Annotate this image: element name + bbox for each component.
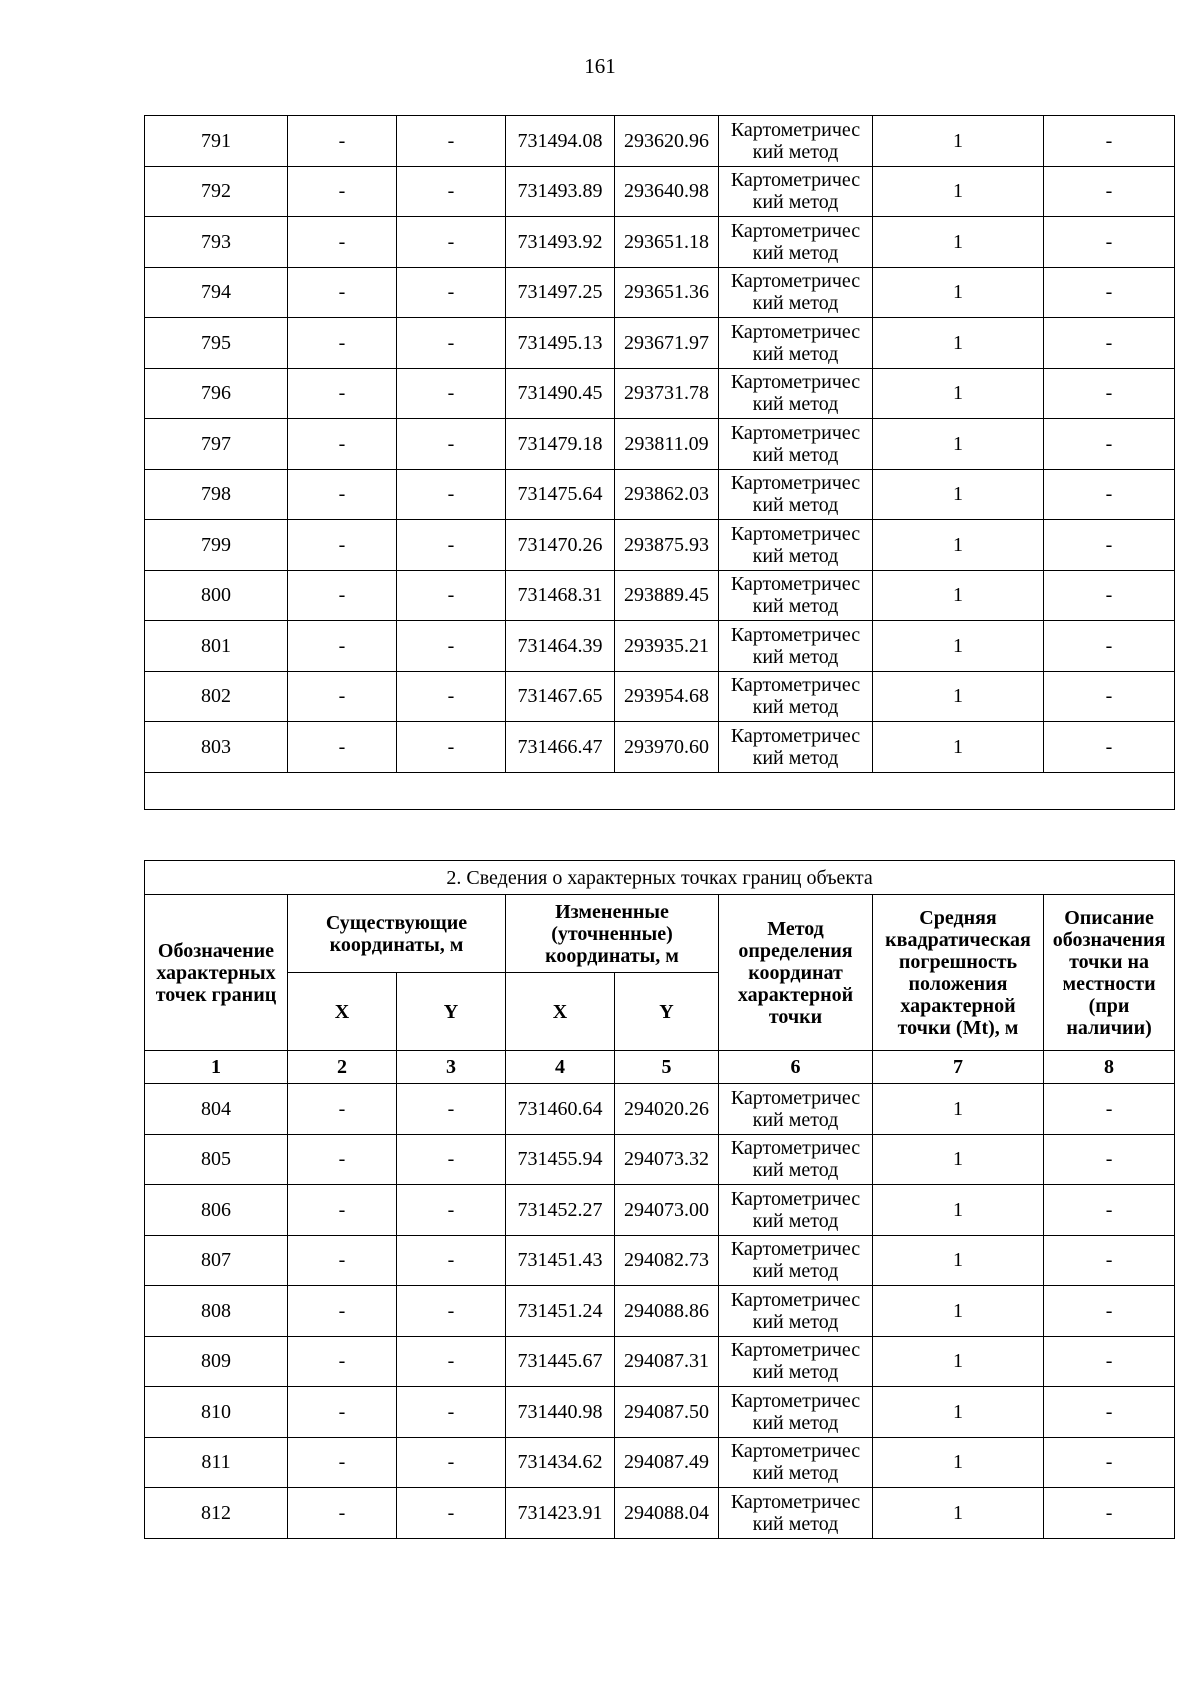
table-body — [145, 116, 1175, 810]
cell-existing-y: - — [397, 318, 506, 369]
cell-description: - — [1044, 570, 1175, 621]
cell-description: - — [1044, 1286, 1175, 1337]
cell-point: 803 — [145, 722, 288, 773]
column-number: 5 — [615, 1051, 719, 1084]
cell-changed-y: 294020.26 — [615, 1084, 719, 1135]
cell-description: - — [1044, 722, 1175, 773]
cell-existing-x: - — [288, 166, 397, 217]
cell-method: Картометричес кий метод — [719, 570, 873, 621]
cell-accuracy: 1 — [873, 1336, 1044, 1387]
cell-changed-y: 294073.00 — [615, 1185, 719, 1236]
cell-point: 812 — [145, 1488, 288, 1539]
cell-point: 807 — [145, 1235, 288, 1286]
table-row — [145, 368, 1175, 419]
cell-changed-y: 293651.36 — [615, 267, 719, 318]
cell-method: Картометричес кий метод — [719, 368, 873, 419]
cell-changed-x: 731470.26 — [506, 520, 615, 571]
cell-changed-x: 731493.92 — [506, 217, 615, 268]
cell-description: - — [1044, 116, 1175, 167]
cell-accuracy: 1 — [873, 1235, 1044, 1286]
cell-changed-x: 731497.25 — [506, 267, 615, 318]
cell-method: Картометричес кий метод — [719, 1185, 873, 1236]
cell-existing-x: - — [288, 1437, 397, 1488]
header-description: Описание обозначения точки на местности (при наличии) — [1044, 895, 1175, 1051]
cell-point: 810 — [145, 1387, 288, 1438]
cell-existing-x: - — [288, 1387, 397, 1438]
cell-changed-y: 294087.31 — [615, 1336, 719, 1387]
cell-accuracy: 1 — [873, 1437, 1044, 1488]
cell-changed-x: 731452.27 — [506, 1185, 615, 1236]
cell-description: - — [1044, 267, 1175, 318]
cell-changed-y: 293875.93 — [615, 520, 719, 571]
cell-existing-x: - — [288, 469, 397, 520]
cell-existing-y: - — [397, 520, 506, 571]
cell-changed-x: 731479.18 — [506, 419, 615, 470]
column-number: 1 — [145, 1051, 288, 1084]
cell-point: 802 — [145, 671, 288, 722]
cell-description: - — [1044, 469, 1175, 520]
cell-description: - — [1044, 217, 1175, 268]
cell-existing-y: - — [397, 267, 506, 318]
table-row — [145, 570, 1175, 621]
cell-existing-y: - — [397, 1286, 506, 1337]
table-row — [145, 1084, 1175, 1135]
cell-accuracy: 1 — [873, 570, 1044, 621]
cell-existing-y: - — [397, 1185, 506, 1236]
cell-method: Картометричес кий метод — [719, 469, 873, 520]
header-changed-x: X — [506, 973, 615, 1051]
cell-accuracy: 1 — [873, 1488, 1044, 1539]
page-number: 161 — [584, 54, 616, 78]
cell-existing-x: - — [288, 217, 397, 268]
cell-point: 809 — [145, 1336, 288, 1387]
cell-existing-x: - — [288, 520, 397, 571]
cell-existing-y: - — [397, 166, 506, 217]
column-number: 2 — [288, 1051, 397, 1084]
cell-point: 791 — [145, 116, 288, 167]
cell-point: 808 — [145, 1286, 288, 1337]
table-row — [145, 166, 1175, 217]
cell-description: - — [1044, 1336, 1175, 1387]
cell-changed-x: 731451.43 — [506, 1235, 615, 1286]
cell-changed-y: 293935.21 — [615, 621, 719, 672]
cell-accuracy: 1 — [873, 722, 1044, 773]
cell-existing-y: - — [397, 1387, 506, 1438]
cell-changed-y: 293620.96 — [615, 116, 719, 167]
cell-changed-x: 731460.64 — [506, 1084, 615, 1135]
table-row — [145, 1387, 1175, 1438]
cell-changed-y: 294088.86 — [615, 1286, 719, 1337]
cell-accuracy: 1 — [873, 267, 1044, 318]
cell-description: - — [1044, 166, 1175, 217]
cell-description: - — [1044, 419, 1175, 470]
cell-existing-x: - — [288, 368, 397, 419]
cell-changed-y: 294087.50 — [615, 1387, 719, 1438]
cell-method: Картометричес кий метод — [719, 116, 873, 167]
cell-point: 794 — [145, 267, 288, 318]
cell-point: 804 — [145, 1084, 288, 1135]
cell-existing-x: - — [288, 419, 397, 470]
cell-changed-x: 731466.47 — [506, 722, 615, 773]
boundary-points-table — [144, 860, 1175, 1539]
cell-changed-x: 731495.13 — [506, 318, 615, 369]
cell-existing-y: - — [397, 419, 506, 470]
cell-changed-y: 293889.45 — [615, 570, 719, 621]
cell-description: - — [1044, 1387, 1175, 1438]
cell-accuracy: 1 — [873, 166, 1044, 217]
cell-accuracy: 1 — [873, 469, 1044, 520]
table-row — [145, 1286, 1175, 1337]
cell-existing-y: - — [397, 469, 506, 520]
cell-point: 793 — [145, 217, 288, 268]
cell-existing-x: - — [288, 1185, 397, 1236]
header-existing-coords: Существующие координаты, м — [288, 895, 506, 973]
cell-existing-x: - — [288, 1488, 397, 1539]
cell-description: - — [1044, 1235, 1175, 1286]
header-designation: Обозначение характерных точек границ — [145, 895, 288, 1051]
cell-changed-x: 731445.67 — [506, 1336, 615, 1387]
cell-existing-y: - — [397, 1084, 506, 1135]
cell-accuracy: 1 — [873, 621, 1044, 672]
cell-changed-y: 293640.98 — [615, 166, 719, 217]
cell-method: Картометричес кий метод — [719, 520, 873, 571]
cell-accuracy: 1 — [873, 1387, 1044, 1438]
cell-changed-y: 293811.09 — [615, 419, 719, 470]
cell-existing-x: - — [288, 1336, 397, 1387]
cell-changed-x: 731494.08 — [506, 116, 615, 167]
cell-point: 800 — [145, 570, 288, 621]
cell-changed-x: 731423.91 — [506, 1488, 615, 1539]
cell-description: - — [1044, 318, 1175, 369]
cell-point: 795 — [145, 318, 288, 369]
table-row — [145, 1488, 1175, 1539]
cell-changed-x: 731464.39 — [506, 621, 615, 672]
table-row — [145, 469, 1175, 520]
cell-method: Картометричес кий метод — [719, 1387, 873, 1438]
cell-accuracy: 1 — [873, 419, 1044, 470]
cell-point: 811 — [145, 1437, 288, 1488]
cell-accuracy: 1 — [873, 116, 1044, 167]
cell-existing-x: - — [288, 722, 397, 773]
cell-description: - — [1044, 1437, 1175, 1488]
table-body — [145, 1084, 1175, 1539]
cell-changed-y: 294088.04 — [615, 1488, 719, 1539]
table-row — [145, 1336, 1175, 1387]
column-number: 8 — [1044, 1051, 1175, 1084]
cell-changed-x: 731490.45 — [506, 368, 615, 419]
cell-existing-y: - — [397, 722, 506, 773]
column-number: 7 — [873, 1051, 1044, 1084]
cell-existing-y: - — [397, 621, 506, 672]
cell-description: - — [1044, 1134, 1175, 1185]
cell-existing-x: - — [288, 1235, 397, 1286]
cell-existing-x: - — [288, 1286, 397, 1337]
cell-changed-y: 293862.03 — [615, 469, 719, 520]
header-changed-y: Y — [615, 973, 719, 1051]
cell-changed-x: 731451.24 — [506, 1286, 615, 1337]
header-existing-x: X — [288, 973, 397, 1051]
column-number-row — [145, 1051, 1175, 1084]
cell-existing-y: - — [397, 671, 506, 722]
cell-description: - — [1044, 1488, 1175, 1539]
cell-method: Картометричес кий метод — [719, 1437, 873, 1488]
cell-point: 801 — [145, 621, 288, 672]
column-number: 4 — [506, 1051, 615, 1084]
header-method: Метод определения координат характерной точки — [719, 895, 873, 1051]
cell-changed-y: 293671.97 — [615, 318, 719, 369]
cell-existing-x: - — [288, 318, 397, 369]
cell-changed-y: 293731.78 — [615, 368, 719, 419]
cell-existing-y: - — [397, 1134, 506, 1185]
cell-accuracy: 1 — [873, 520, 1044, 571]
cell-accuracy: 1 — [873, 368, 1044, 419]
cell-changed-x: 731434.62 — [506, 1437, 615, 1488]
cell-changed-x: 731468.31 — [506, 570, 615, 621]
cell-method: Картометричес кий метод — [719, 419, 873, 470]
cell-point: 798 — [145, 469, 288, 520]
cell-method: Картометричес кий метод — [719, 722, 873, 773]
cell-changed-y: 294073.32 — [615, 1134, 719, 1185]
header-accuracy: Средняя квадратическая погрешность положения характерной точки (Mt), м — [873, 895, 1044, 1051]
cell-changed-x: 731493.89 — [506, 166, 615, 217]
cell-changed-x: 731475.64 — [506, 469, 615, 520]
cell-existing-y: - — [397, 1235, 506, 1286]
table-row — [145, 621, 1175, 672]
cell-accuracy: 1 — [873, 1185, 1044, 1236]
cell-changed-y: 294087.49 — [615, 1437, 719, 1488]
cell-existing-x: - — [288, 570, 397, 621]
cell-method: Картометричес кий метод — [719, 166, 873, 217]
cell-method: Картометричес кий метод — [719, 1488, 873, 1539]
cell-changed-x: 731455.94 — [506, 1134, 615, 1185]
cell-changed-y: 293954.68 — [615, 671, 719, 722]
header-existing-y: Y — [397, 973, 506, 1051]
cell-accuracy: 1 — [873, 671, 1044, 722]
cell-point: 792 — [145, 166, 288, 217]
boundary-points-table-continued — [144, 115, 1175, 810]
table-row — [145, 722, 1175, 773]
cell-method: Картометричес кий метод — [719, 1235, 873, 1286]
cell-existing-y: - — [397, 1336, 506, 1387]
cell-method: Картометричес кий метод — [719, 217, 873, 268]
cell-changed-y: 293970.60 — [615, 722, 719, 773]
cell-accuracy: 1 — [873, 318, 1044, 369]
cell-method: Картометричес кий метод — [719, 1286, 873, 1337]
cell-existing-x: - — [288, 1084, 397, 1135]
column-number: 3 — [397, 1051, 506, 1084]
table-row — [145, 267, 1175, 318]
cell-accuracy: 1 — [873, 1286, 1044, 1337]
cell-point: 805 — [145, 1134, 288, 1185]
cell-changed-x: 731440.98 — [506, 1387, 615, 1438]
cell-existing-x: - — [288, 1134, 397, 1185]
table-row — [145, 318, 1175, 369]
table-row — [145, 520, 1175, 571]
empty-row — [145, 772, 1175, 809]
cell-accuracy: 1 — [873, 217, 1044, 268]
cell-existing-y: - — [397, 116, 506, 167]
table-row — [145, 116, 1175, 167]
table-row — [145, 1185, 1175, 1236]
cell-method: Картометричес кий метод — [719, 1084, 873, 1135]
cell-method: Картометричес кий метод — [719, 1336, 873, 1387]
table-row — [145, 1437, 1175, 1488]
cell-method: Картометричес кий метод — [719, 1134, 873, 1185]
cell-existing-y: - — [397, 368, 506, 419]
cell-description: - — [1044, 671, 1175, 722]
cell-description: - — [1044, 520, 1175, 571]
cell-method: Картометричес кий метод — [719, 267, 873, 318]
table-row — [145, 419, 1175, 470]
cell-accuracy: 1 — [873, 1084, 1044, 1135]
cell-description: - — [1044, 621, 1175, 672]
table-caption: 2. Сведения о характерных точках границ объекта — [145, 861, 1175, 895]
cell-point: 797 — [145, 419, 288, 470]
cell-existing-y: - — [397, 570, 506, 621]
empty-cell — [145, 772, 1175, 809]
table-row — [145, 217, 1175, 268]
cell-point: 806 — [145, 1185, 288, 1236]
cell-existing-x: - — [288, 267, 397, 318]
cell-description: - — [1044, 1185, 1175, 1236]
cell-existing-x: - — [288, 621, 397, 672]
cell-existing-x: - — [288, 116, 397, 167]
cell-method: Картометричес кий метод — [719, 671, 873, 722]
header-changed-coords: Измененные (уточненные) координаты, м — [506, 895, 719, 973]
cell-point: 796 — [145, 368, 288, 419]
cell-changed-y: 293651.18 — [615, 217, 719, 268]
table-row — [145, 1235, 1175, 1286]
cell-existing-y: - — [397, 1437, 506, 1488]
cell-changed-y: 294082.73 — [615, 1235, 719, 1286]
cell-changed-x: 731467.65 — [506, 671, 615, 722]
table-row — [145, 671, 1175, 722]
cell-point: 799 — [145, 520, 288, 571]
cell-existing-y: - — [397, 217, 506, 268]
cell-method: Картометричес кий метод — [719, 621, 873, 672]
cell-description: - — [1044, 368, 1175, 419]
cell-existing-y: - — [397, 1488, 506, 1539]
cell-existing-x: - — [288, 671, 397, 722]
cell-method: Картометричес кий метод — [719, 318, 873, 369]
table-row — [145, 1134, 1175, 1185]
column-number: 6 — [719, 1051, 873, 1084]
cell-accuracy: 1 — [873, 1134, 1044, 1185]
cell-description: - — [1044, 1084, 1175, 1135]
